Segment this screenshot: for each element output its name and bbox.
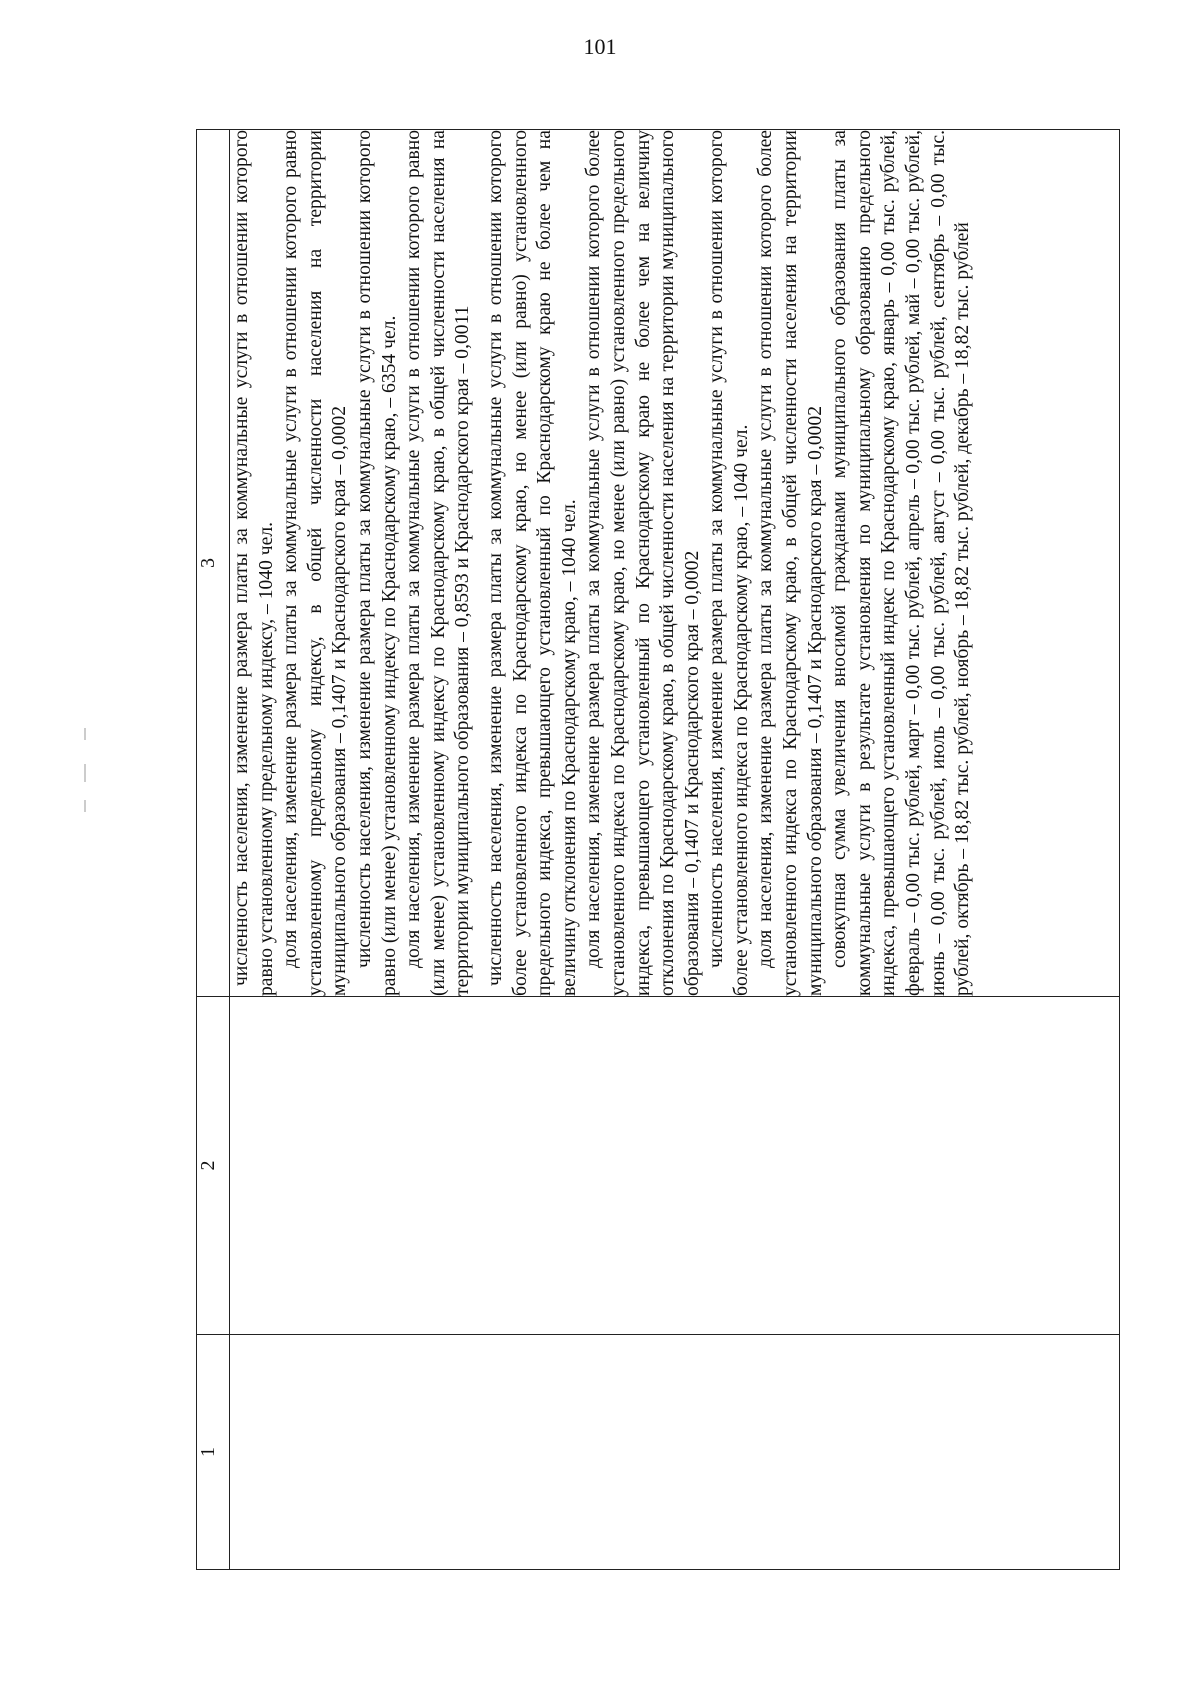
paragraph-total-increase-by-month: совокупная сумма увеличения вносимой гражданами муниципального образования платы за коммунальные услуги в результате установления по муниципальному образованию предельного индекса, превышающего установленный индекс по Краснодарскому краю, январь – 0,00 тыс. рублей, февраль – 0,00 тыс. рублей, март – 0,00 тыс. рублей, апрель – 0,00 тыс. рублей, май – 0,00 тыс. рублей, июнь – 0,00 тыс. рублей, июль – 0,00 тыс. рублей, август – 0,00 тыс. рублей, сентябрь – 0,00 тыс. рублей, октябрь – 18,82 тыс. рублей, ноябрь – 18,82 тыс. рублей, декабрь – 18,82 тыс. рублей bbox=[829, 130, 974, 996]
column-header-2: 2 bbox=[197, 997, 230, 1335]
page-number: 101 bbox=[583, 34, 617, 59]
table-header-row bbox=[197, 130, 230, 1570]
table-row bbox=[230, 130, 1120, 1570]
rotated-table-wrapper bbox=[196, 130, 1120, 1570]
paragraph-population-within-deviation: численность населения, изменение размера платы за коммунальные услуги в отношении которого более установленного индекса по Краснодарскому краю, но менее (или равно) установленного предельного индекса, превышающего установленный по Краснодарскому краю не более чем на величину отклонения по Краснодарскому краю, – 1040 чел. bbox=[484, 130, 580, 996]
paragraph-population-above-index: численность населения, изменение размера платы за коммунальные услуги в отношении которого более установленного индекса по Краснодарскому краю, – 1040 чел. bbox=[706, 130, 752, 996]
paragraph-population-below-index: численность населения, изменение размера платы за коммунальные услуги в отношении которого равно (или менее) установленному индексу по Краснодарскому краю, – 6354 чел. bbox=[353, 130, 400, 996]
paragraph-share-below-index: доля населения, изменение размера платы за коммунальные услуги в отношении которого равно (или менее) установленному индексу по Краснодарскому краю, в общей численности населения на территории муниципального образования – 0,8593 и Краснодарского края – 0,0011 bbox=[403, 130, 474, 996]
column-header-3: 3 bbox=[197, 130, 230, 997]
cell-column-1 bbox=[230, 1335, 1120, 1570]
cell-column-2 bbox=[230, 997, 1120, 1335]
paragraph-share-above-index: доля населения, изменение размера платы за коммунальные услуги в отношении которого более установленного индекса по Краснодарскому краю, в общей численности населения на территории муниципального образования – 0,1407 и Краснодарского края – 0,0002 bbox=[755, 130, 826, 996]
column-header-1: 1 bbox=[197, 1335, 230, 1570]
scan-artifact bbox=[84, 728, 86, 848]
paragraph-share-equal-limit: доля населения, изменение размера платы за коммунальные услуги в отношении которого равно установленному предельному индексу, в общей численности населения на территории муниципального образования – 0,1407 и Краснодарского края – 0,0002 bbox=[280, 130, 351, 996]
document-table bbox=[196, 129, 1120, 1570]
paragraph-share-within-deviation: доля населения, изменение размера платы за коммунальные услуги в отношении которого более установленного индекса по Краснодарскому краю, но менее (или равно) установленного предельного индекса, превышающего установленный по Краснодарскому краю не более чем на величину отклонения по Краснодарскому краю, в общей численности населения на территории муниципального образования – 0,1407 и Краснодарского края – 0,0002 bbox=[583, 130, 703, 996]
paragraph-gap bbox=[476, 130, 484, 996]
cell-column-3 bbox=[230, 130, 1120, 997]
paragraph-population-equal-limit: численность населения, изменение размера платы за коммунальные услуги в отношении которого равно установленному предельному индексу, – 1040 чел. bbox=[231, 130, 277, 996]
